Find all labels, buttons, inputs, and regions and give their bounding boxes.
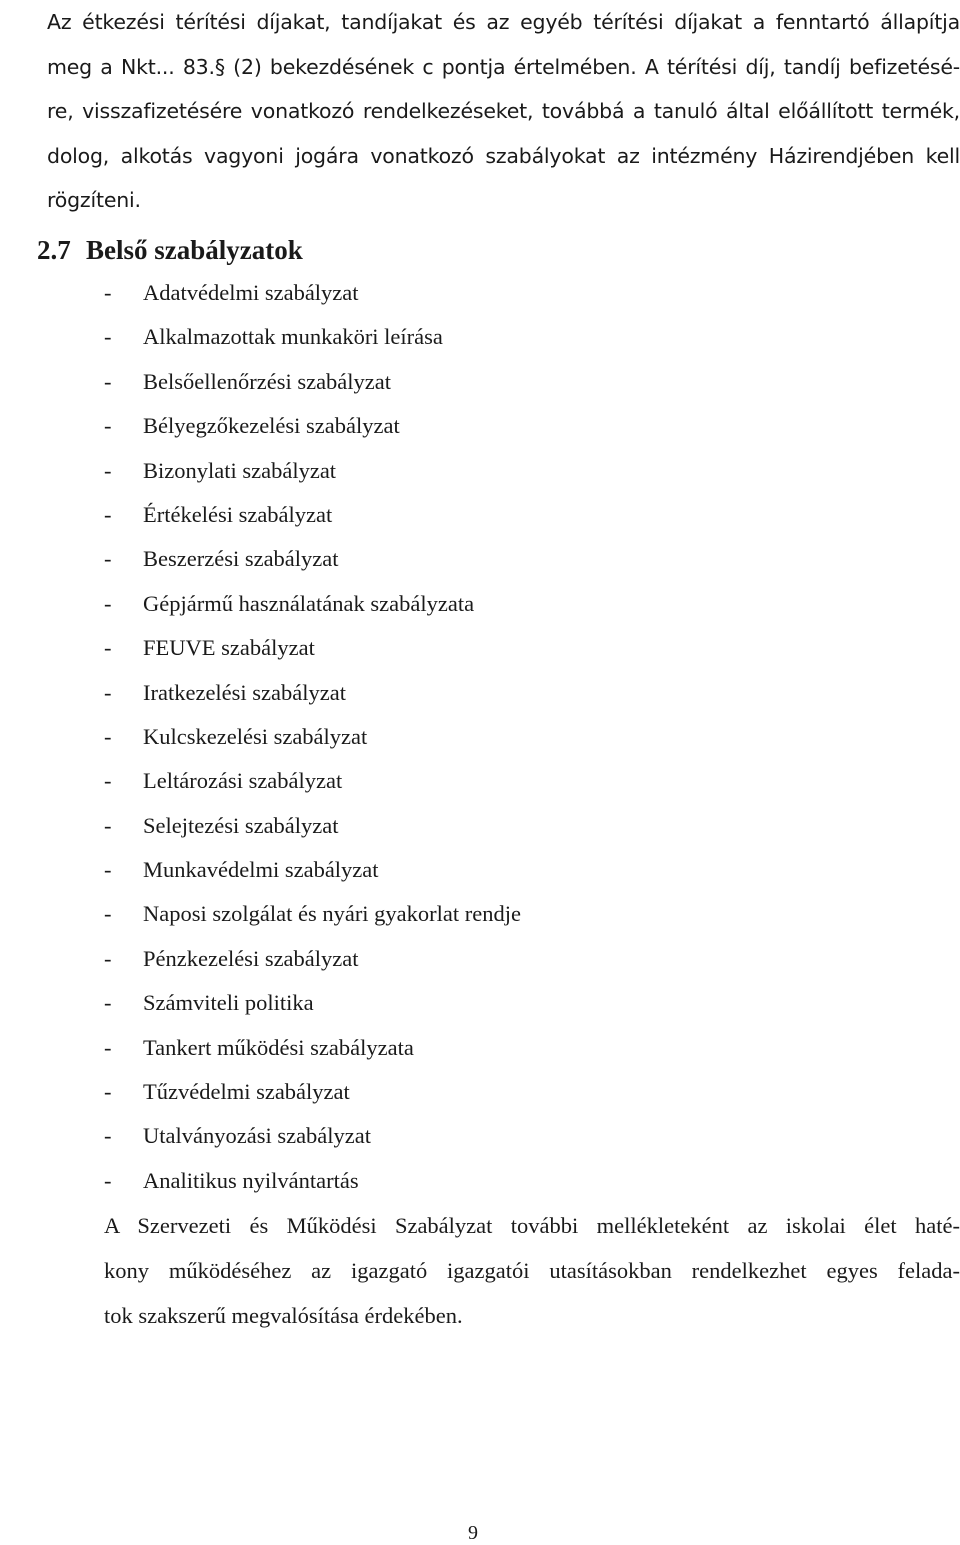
list-item bbox=[0, 715, 960, 759]
list-bullet: - bbox=[104, 901, 112, 927]
regulation-list bbox=[0, 271, 960, 1203]
list-bullet: - bbox=[104, 990, 112, 1016]
list-item-text: Naposi szolgálat és nyári gyakorlat rendje bbox=[143, 901, 521, 927]
closing-line: kony működéséhez az igazgató igazgatói utasításokban rendelkezhet egyes felada- bbox=[104, 1258, 960, 1283]
list-bullet: - bbox=[104, 368, 112, 394]
list-bullet: - bbox=[104, 546, 112, 572]
list-bullet: - bbox=[104, 413, 112, 439]
list-item bbox=[0, 1026, 960, 1070]
list-bullet: - bbox=[104, 635, 112, 661]
list-item bbox=[0, 671, 960, 715]
list-item-text: Tankert működési szabályzata bbox=[143, 1034, 414, 1060]
list-item-text: Tűzvédelmi szabályzat bbox=[143, 1079, 350, 1105]
list-item bbox=[0, 759, 960, 803]
list-item-text: Belsőellenőrzési szabályzat bbox=[143, 368, 392, 394]
list-item-text: Analitikus nyilvántartás bbox=[143, 1167, 359, 1193]
closing-line: A Szervezeti és Működési Szabályzat további mellékleteként az iskolai élet haté- bbox=[104, 1213, 960, 1238]
intro-paragraph bbox=[47, 0, 960, 223]
list-item bbox=[0, 804, 960, 848]
list-item-text: Értékelési szabályzat bbox=[143, 501, 333, 527]
list-item-text: Pénzkezelési szabályzat bbox=[143, 945, 359, 971]
section-title: Belső szabályzatok bbox=[86, 235, 303, 265]
list-item-text: Adatvédelmi szabályzat bbox=[143, 280, 359, 305]
list-item bbox=[0, 493, 960, 537]
list-item-text: Munkavédelmi szabályzat bbox=[143, 857, 379, 883]
list-item bbox=[0, 1070, 960, 1114]
intro-line: Az étkezési térítési díjakat, tandíjakat és az egyéb térítési díjakat a fenntartó állapítja bbox=[47, 10, 960, 34]
intro-line: meg a Nkt... 83.§ (2) bekezdésének c pontja értelmében. A térítési díj, tandíj befizetésé- bbox=[47, 54, 960, 79]
list-bullet: - bbox=[104, 280, 112, 305]
list-bullet: - bbox=[104, 679, 112, 705]
intro-line: re, visszafizetésére vonatkozó rendelkezéseket, továbbá a tanuló által előállított termék, bbox=[47, 99, 960, 123]
list-item-text: Iratkezelési szabályzat bbox=[143, 679, 346, 705]
list-bullet: - bbox=[104, 324, 112, 350]
list-item-text: Számviteli politika bbox=[143, 990, 314, 1016]
list-item bbox=[0, 848, 960, 892]
list-item-text: Alkalmazottak munkaköri leírása bbox=[143, 324, 443, 350]
list-item bbox=[0, 1159, 960, 1203]
list-item-text: FEUVE szabályzat bbox=[143, 635, 315, 661]
list-item bbox=[0, 537, 960, 581]
list-item bbox=[0, 626, 960, 670]
list-item-text: Beszerzési szabályzat bbox=[143, 546, 339, 572]
intro-line: rögzíteni. bbox=[47, 188, 141, 212]
list-item bbox=[0, 582, 960, 626]
list-bullet: - bbox=[104, 857, 112, 883]
list-item-text: Bizonylati szabályzat bbox=[143, 457, 337, 483]
list-bullet: - bbox=[104, 768, 112, 794]
list-bullet: - bbox=[104, 723, 112, 749]
list-bullet: - bbox=[104, 457, 112, 483]
list-item bbox=[0, 315, 960, 359]
list-bullet: - bbox=[104, 1123, 112, 1149]
list-item bbox=[0, 981, 960, 1025]
list-item bbox=[0, 892, 960, 936]
list-item-text: Bélyegzőkezelési szabályzat bbox=[143, 413, 400, 439]
list-item bbox=[0, 360, 960, 404]
closing-line: tok szakszerű megvalósítása érdekében. bbox=[104, 1303, 463, 1328]
list-item-text: Selejtezési szabályzat bbox=[143, 812, 339, 838]
list-bullet: - bbox=[104, 812, 112, 838]
list-item-text: Kulcskezelési szabályzat bbox=[143, 723, 368, 749]
list-item bbox=[0, 1114, 960, 1158]
list-item-text: Gépjármű használatának szabályzata bbox=[143, 590, 475, 616]
list-item bbox=[0, 937, 960, 981]
list-item bbox=[0, 449, 960, 493]
list-bullet: - bbox=[104, 1034, 112, 1060]
list-bullet: - bbox=[104, 945, 112, 971]
intro-line: dolog, alkotás vagyoni jogára vonatkozó szabályokat az intézmény Házirendjében kell bbox=[47, 143, 960, 168]
list-item bbox=[0, 404, 960, 448]
list-bullet: - bbox=[104, 501, 112, 527]
list-bullet: - bbox=[104, 1167, 112, 1193]
list-item-text: Utalványozási szabályzat bbox=[143, 1123, 372, 1149]
section-number: 2.7 bbox=[37, 235, 71, 265]
list-bullet: - bbox=[104, 1079, 112, 1105]
closing-paragraph bbox=[104, 1203, 960, 1338]
list-item-text: Leltározási szabályzat bbox=[143, 768, 343, 794]
page-number: 9 bbox=[468, 1522, 478, 1544]
list-bullet: - bbox=[104, 590, 112, 616]
list-item bbox=[0, 271, 960, 315]
